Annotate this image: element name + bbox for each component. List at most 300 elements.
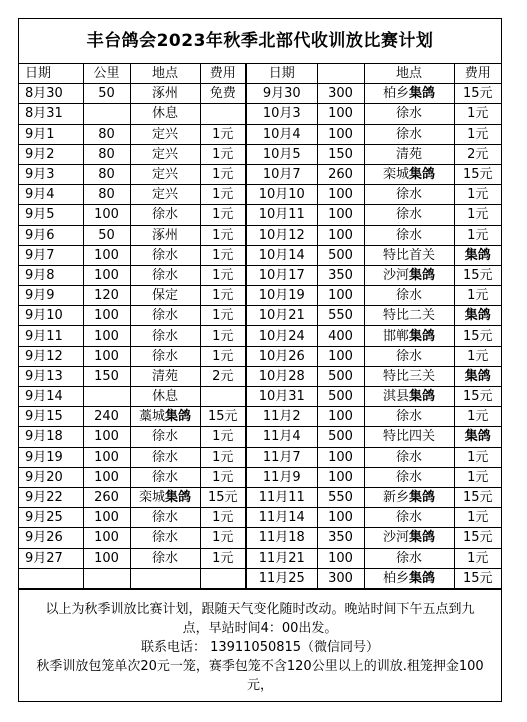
fee-cell: 15元	[454, 84, 501, 104]
date-cell: 10月3	[246, 104, 317, 124]
place-name: 休息	[151, 106, 178, 122]
place-cell	[130, 487, 200, 507]
km-cell: 100	[83, 508, 130, 528]
place-cell	[364, 387, 454, 407]
table-row	[19, 508, 501, 528]
place-name: 徐水	[395, 469, 422, 485]
collect-tag: 集鸽	[409, 490, 436, 506]
fee-cell	[200, 568, 246, 588]
place-cell	[364, 164, 454, 184]
collect-tag: 集鸽	[409, 86, 436, 102]
place-name: 涿州	[151, 227, 178, 243]
fee-cell: 1元	[200, 245, 246, 265]
place-name: 徐水	[151, 530, 178, 546]
date-cell: 11月9	[246, 467, 317, 487]
place-name: 徐水	[151, 247, 178, 263]
fee-cell: 1元	[200, 467, 246, 487]
fee-cell: 1元	[454, 225, 501, 245]
table-row	[19, 487, 501, 507]
date-cell: 9月26	[19, 528, 83, 548]
place-name: 徐水	[395, 227, 422, 243]
km-cell: 100	[83, 205, 130, 225]
fee-cell: 1元	[454, 286, 501, 306]
place-name: 定兴	[151, 126, 178, 142]
table-row	[19, 265, 501, 285]
place-cell	[130, 447, 200, 467]
place-cell	[364, 306, 454, 326]
table-row	[19, 548, 501, 568]
place-cell	[130, 346, 200, 366]
place-name: 特比二关	[382, 308, 435, 324]
km-cell: 500	[317, 245, 364, 265]
km-cell: 100	[317, 185, 364, 205]
collect-tag: 集鸽	[409, 328, 436, 344]
place-name: 柏乡	[382, 570, 409, 586]
place-name: 徐水	[395, 348, 422, 364]
date-cell: 10月17	[246, 265, 317, 285]
place-cell	[130, 185, 200, 205]
date-cell: 10月26	[246, 346, 317, 366]
table-row	[19, 467, 501, 487]
date-cell: 10月4	[246, 124, 317, 144]
place-name: 栾城	[138, 490, 165, 506]
place-name: 徐水	[151, 449, 178, 465]
km-cell: 300	[317, 84, 364, 104]
collect-tag: 集鸽	[409, 530, 436, 546]
fee-cell	[200, 387, 246, 407]
date-cell: 9月11	[19, 326, 83, 346]
date-cell: 9月13	[19, 366, 83, 386]
date-cell: 9月3	[19, 164, 83, 184]
fee-cell: 1元	[200, 306, 246, 326]
place-cell	[364, 84, 454, 104]
km-cell: 100	[83, 427, 130, 447]
km-cell: 400	[317, 326, 364, 346]
km-cell: 500	[317, 387, 364, 407]
date-cell: 11月18	[246, 528, 317, 548]
collect-tag: 集鸽	[165, 409, 192, 425]
place-cell	[364, 548, 454, 568]
place-cell	[130, 326, 200, 346]
notes-line-3: 秋季训放包笼单次20元一笼，赛季包笼不含120公里以上的训放.租笼押金100元，	[36, 658, 484, 693]
header-right-km	[317, 64, 364, 84]
place-cell	[130, 366, 200, 386]
km-cell: 350	[317, 528, 364, 548]
place-name: 保定	[151, 288, 178, 304]
km-cell: 150	[83, 366, 130, 386]
fee-cell: 1元	[200, 205, 246, 225]
date-cell: 10月10	[246, 185, 317, 205]
collect-tag: 集鸽	[409, 389, 436, 405]
place-cell	[364, 508, 454, 528]
date-cell: 11月21	[246, 548, 317, 568]
place-cell	[364, 124, 454, 144]
date-cell	[19, 568, 83, 588]
notes-line-2: 联系电话： 13911050815（微信同号）	[140, 639, 380, 655]
place-name: 徐水	[395, 409, 422, 425]
place-name: 徐水	[395, 510, 422, 526]
schedule-sheet	[18, 18, 502, 702]
place-name: 徐水	[151, 207, 178, 223]
place-cell	[130, 205, 200, 225]
header-right-place: 地点	[364, 64, 454, 84]
place-name: 涿州	[151, 86, 178, 102]
km-cell: 100	[83, 245, 130, 265]
place-cell	[130, 407, 200, 427]
km-cell: 100	[317, 346, 364, 366]
place-name: 徐水	[151, 348, 178, 364]
date-cell: 8月30	[19, 84, 83, 104]
header-km: 公里	[83, 64, 130, 84]
date-cell: 11月14	[246, 508, 317, 528]
fee-cell: 15元	[454, 528, 501, 548]
fee-cell: 免费	[200, 84, 246, 104]
place-cell	[364, 265, 454, 285]
date-cell: 10月21	[246, 306, 317, 326]
date-cell: 9月7	[19, 245, 83, 265]
place-cell	[364, 427, 454, 447]
place-cell	[364, 487, 454, 507]
place-cell	[130, 306, 200, 326]
km-cell: 100	[317, 225, 364, 245]
header-fee: 费用	[200, 64, 246, 84]
km-cell: 500	[317, 427, 364, 447]
place-cell	[130, 568, 200, 588]
km-cell: 100	[83, 306, 130, 326]
place-cell	[364, 286, 454, 306]
place-name: 休息	[151, 389, 178, 405]
km-cell	[83, 387, 130, 407]
collect-tag: 集鸽	[409, 267, 436, 283]
header-right-fee: 费用	[454, 64, 501, 84]
place-name: 徐水	[395, 288, 422, 304]
km-cell	[83, 104, 130, 124]
km-cell: 550	[317, 306, 364, 326]
date-cell: 10月28	[246, 366, 317, 386]
place-name: 藁城	[138, 409, 165, 425]
place-cell	[364, 366, 454, 386]
km-cell: 100	[317, 548, 364, 568]
km-cell: 260	[317, 164, 364, 184]
km-cell: 240	[83, 407, 130, 427]
table-row	[19, 205, 501, 225]
date-cell: 10月31	[246, 387, 317, 407]
table-row	[19, 164, 501, 184]
date-cell: 9月20	[19, 467, 83, 487]
km-cell: 80	[83, 144, 130, 164]
place-name: 特比首关	[382, 247, 435, 263]
date-cell: 9月5	[19, 205, 83, 225]
km-cell	[83, 568, 130, 588]
fee-cell: 集鸽	[454, 427, 501, 447]
notes	[19, 589, 501, 695]
date-cell: 10月19	[246, 286, 317, 306]
date-cell: 10月11	[246, 205, 317, 225]
date-cell: 9月27	[19, 548, 83, 568]
km-cell: 100	[317, 205, 364, 225]
place-cell	[130, 245, 200, 265]
fee-cell: 1元	[200, 528, 246, 548]
fee-cell: 1元	[454, 205, 501, 225]
place-cell	[364, 225, 454, 245]
place-cell	[364, 185, 454, 205]
place-name: 定兴	[151, 146, 178, 162]
collect-tag: 集鸽	[165, 490, 192, 506]
km-cell: 50	[83, 225, 130, 245]
place-name: 徐水	[151, 469, 178, 485]
km-cell: 100	[317, 508, 364, 528]
table-row	[19, 245, 501, 265]
fee-cell: 15元	[454, 326, 501, 346]
km-cell: 80	[83, 164, 130, 184]
table-row	[19, 407, 501, 427]
place-cell	[130, 286, 200, 306]
fee-cell: 2元	[200, 366, 246, 386]
km-cell: 300	[317, 568, 364, 588]
date-cell: 11月11	[246, 487, 317, 507]
fee-cell: 集鸽	[454, 245, 501, 265]
km-cell: 100	[317, 407, 364, 427]
date-cell: 10月14	[246, 245, 317, 265]
place-cell	[130, 427, 200, 447]
place-name: 特比四关	[382, 429, 435, 445]
place-name: 栾城	[382, 167, 409, 183]
place-cell	[364, 346, 454, 366]
place-cell	[130, 387, 200, 407]
fee-cell: 1元	[200, 124, 246, 144]
place-cell	[130, 528, 200, 548]
fee-cell: 2元	[454, 144, 501, 164]
place-name: 柏乡	[382, 86, 409, 102]
place-name: 邯郸	[382, 328, 409, 344]
place-name: 徐水	[395, 449, 422, 465]
header-place: 地点	[130, 64, 200, 84]
fee-cell: 1元	[454, 104, 501, 124]
place-name: 新乡	[382, 490, 409, 506]
fee-cell: 1元	[200, 144, 246, 164]
table-row	[19, 124, 501, 144]
place-name: 沙河	[382, 530, 409, 546]
place-cell	[364, 528, 454, 548]
km-cell: 100	[317, 286, 364, 306]
fee-cell: 1元	[454, 407, 501, 427]
fee-cell: 集鸽	[454, 366, 501, 386]
place-cell	[130, 84, 200, 104]
date-cell: 11月7	[246, 447, 317, 467]
table-row	[19, 104, 501, 124]
place-name: 徐水	[395, 106, 422, 122]
date-cell: 9月25	[19, 508, 83, 528]
place-name: 清苑	[395, 146, 422, 162]
table-row	[19, 326, 501, 346]
table-row	[19, 286, 501, 306]
place-cell	[130, 104, 200, 124]
date-cell: 10月12	[246, 225, 317, 245]
table-row	[19, 427, 501, 447]
km-cell: 120	[83, 286, 130, 306]
place-name: 徐水	[395, 207, 422, 223]
table-row	[19, 346, 501, 366]
fee-cell: 15元	[454, 487, 501, 507]
place-name: 特比三关	[382, 368, 435, 384]
fee-cell: 1元	[200, 427, 246, 447]
fee-cell: 1元	[200, 548, 246, 568]
place-name: 沙河	[382, 267, 409, 283]
km-cell: 50	[83, 84, 130, 104]
fee-cell: 1元	[200, 265, 246, 285]
date-cell: 9月6	[19, 225, 83, 245]
date-cell: 10月5	[246, 144, 317, 164]
page-title: 丰台鸽会2023年秋季北部代收训放比赛计划	[19, 19, 501, 64]
date-cell: 10月24	[246, 326, 317, 346]
fee-cell: 1元	[454, 548, 501, 568]
collect-tag: 集鸽	[409, 570, 436, 586]
date-cell: 11月4	[246, 427, 317, 447]
km-cell: 100	[317, 447, 364, 467]
place-name: 徐水	[151, 510, 178, 526]
date-cell: 9月8	[19, 265, 83, 285]
km-cell: 100	[83, 447, 130, 467]
place-cell	[130, 124, 200, 144]
km-cell: 550	[317, 487, 364, 507]
schedule-table	[19, 64, 501, 589]
date-cell: 9月4	[19, 185, 83, 205]
date-cell: 9月18	[19, 427, 83, 447]
place-cell	[364, 205, 454, 225]
place-name: 徐水	[395, 126, 422, 142]
table-row	[19, 306, 501, 326]
place-cell	[130, 225, 200, 245]
fee-cell	[200, 104, 246, 124]
date-cell: 9月19	[19, 447, 83, 467]
fee-cell: 1元	[454, 467, 501, 487]
place-name: 徐水	[151, 308, 178, 324]
header-date: 日期	[19, 64, 83, 84]
collect-tag: 集鸽	[409, 167, 436, 183]
place-name: 淇县	[382, 389, 409, 405]
km-cell: 500	[317, 366, 364, 386]
fee-cell: 1元	[200, 286, 246, 306]
table-row	[19, 144, 501, 164]
place-cell	[130, 144, 200, 164]
place-cell	[364, 245, 454, 265]
fee-cell: 1元	[200, 225, 246, 245]
date-cell: 9月14	[19, 387, 83, 407]
place-cell	[364, 467, 454, 487]
km-cell: 100	[83, 346, 130, 366]
place-name: 定兴	[151, 167, 178, 183]
table-row	[19, 447, 501, 467]
km-cell: 100	[317, 467, 364, 487]
place-cell	[130, 548, 200, 568]
place-cell	[130, 164, 200, 184]
place-cell	[364, 568, 454, 588]
km-cell: 260	[83, 487, 130, 507]
place-name: 徐水	[151, 550, 178, 566]
date-cell: 9月22	[19, 487, 83, 507]
date-cell: 9月12	[19, 346, 83, 366]
table-row	[19, 185, 501, 205]
place-name: 徐水	[151, 429, 178, 445]
date-cell: 9月9	[19, 286, 83, 306]
place-name: 徐水	[395, 187, 422, 203]
notes-line-1: 以上为秋季训放比赛计划，跟随天气变化随时改动。晚站时间下午五点到九点，早站时间4：00出发。	[45, 601, 475, 636]
table-row	[19, 84, 501, 104]
table-row	[19, 366, 501, 386]
fee-cell: 1元	[200, 326, 246, 346]
km-cell: 100	[83, 326, 130, 346]
table-row	[19, 387, 501, 407]
place-cell	[364, 326, 454, 346]
table-row	[19, 225, 501, 245]
fee-cell: 集鸽	[454, 306, 501, 326]
km-cell: 100	[317, 124, 364, 144]
fee-cell: 1元	[454, 346, 501, 366]
place-cell	[130, 508, 200, 528]
fee-cell: 1元	[454, 447, 501, 467]
place-name: 徐水	[151, 328, 178, 344]
km-cell: 80	[83, 185, 130, 205]
header-row	[19, 64, 501, 84]
table-row	[19, 568, 501, 588]
date-cell: 9月2	[19, 144, 83, 164]
place-cell	[130, 265, 200, 285]
fee-cell: 1元	[454, 508, 501, 528]
km-cell: 100	[317, 104, 364, 124]
place-name: 徐水	[395, 550, 422, 566]
km-cell: 100	[83, 548, 130, 568]
place-cell	[364, 144, 454, 164]
place-name: 定兴	[151, 187, 178, 203]
date-cell: 9月10	[19, 306, 83, 326]
header-right-date: 日期	[246, 64, 317, 84]
km-cell: 350	[317, 265, 364, 285]
date-cell: 10月7	[246, 164, 317, 184]
place-name: 清苑	[151, 368, 178, 384]
fee-cell: 1元	[454, 124, 501, 144]
fee-cell: 1元	[200, 164, 246, 184]
km-cell: 100	[83, 265, 130, 285]
place-cell	[364, 447, 454, 467]
place-cell	[364, 407, 454, 427]
km-cell: 100	[83, 528, 130, 548]
fee-cell: 15元	[454, 568, 501, 588]
place-cell	[364, 104, 454, 124]
fee-cell: 1元	[200, 346, 246, 366]
fee-cell: 15元	[454, 265, 501, 285]
fee-cell: 15元	[454, 387, 501, 407]
fee-cell: 1元	[200, 508, 246, 528]
table-row	[19, 528, 501, 548]
fee-cell: 15元	[200, 407, 246, 427]
fee-cell: 15元	[454, 164, 501, 184]
km-cell: 80	[83, 124, 130, 144]
fee-cell: 15元	[200, 487, 246, 507]
date-cell: 11月25	[246, 568, 317, 588]
place-cell	[130, 467, 200, 487]
date-cell: 9月15	[19, 407, 83, 427]
fee-cell: 1元	[200, 185, 246, 205]
place-name: 徐水	[151, 267, 178, 283]
date-cell: 9月1	[19, 124, 83, 144]
date-cell: 8月31	[19, 104, 83, 124]
fee-cell: 1元	[200, 447, 246, 467]
date-cell: 9月30	[246, 84, 317, 104]
fee-cell: 1元	[454, 185, 501, 205]
date-cell: 11月2	[246, 407, 317, 427]
km-cell: 150	[317, 144, 364, 164]
km-cell: 100	[83, 467, 130, 487]
